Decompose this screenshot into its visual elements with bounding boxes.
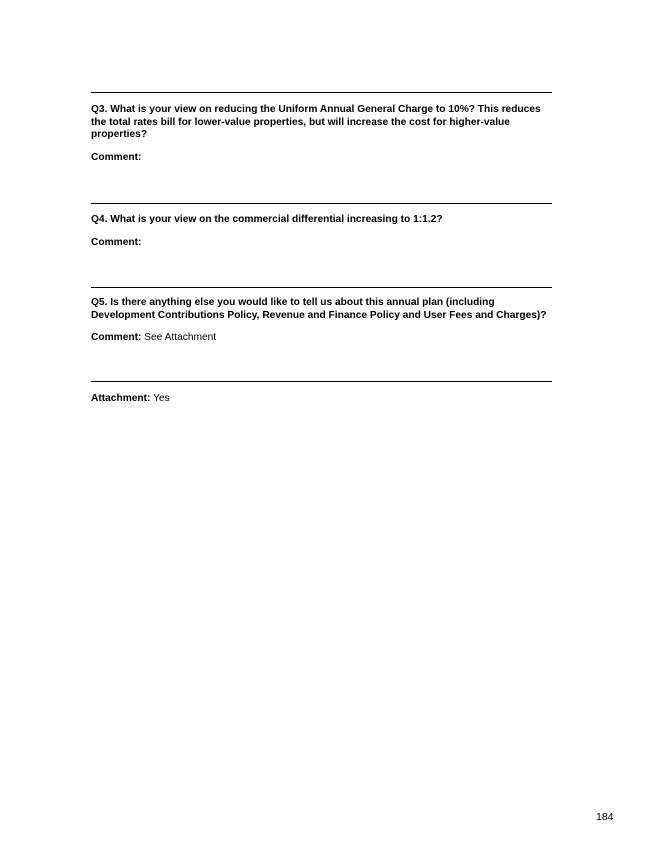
separator-line (91, 203, 552, 204)
question-q4 (91, 214, 553, 249)
question-text: Q5. Is there anything else you would like to tell us about this annual plan (including Development Contributions Policy, Revenue and Finance Policy and User Fees and Charges)? (91, 297, 547, 321)
comment-line (91, 332, 553, 345)
question-q3 (91, 104, 553, 164)
question-text: Q4. What is your view on the commercial differential increasing to 1:1.2? (91, 214, 443, 225)
separator-line (91, 287, 552, 288)
comment-value: See Attachment (144, 332, 217, 344)
comment-label: Comment: (91, 236, 142, 248)
question-q5 (91, 297, 553, 345)
comment-line (91, 237, 553, 250)
attachment-value: Yes (153, 393, 170, 404)
attachment-label: Attachment: (91, 393, 151, 404)
separator-line (91, 92, 552, 93)
attachment-block (91, 393, 553, 406)
attachment-line (91, 393, 553, 406)
separator-line (91, 381, 552, 382)
page-number: 184 (596, 811, 614, 823)
comment-label: Comment: (91, 151, 142, 163)
question-text: Q3. What is your view on reducing the Uniform Annual General Charge to 10%? This reduces the total rates bill for lower-value properties, but will increase the cost for higher-value properties? (91, 104, 541, 141)
comment-line (91, 152, 553, 165)
comment-label: Comment: (91, 332, 142, 344)
